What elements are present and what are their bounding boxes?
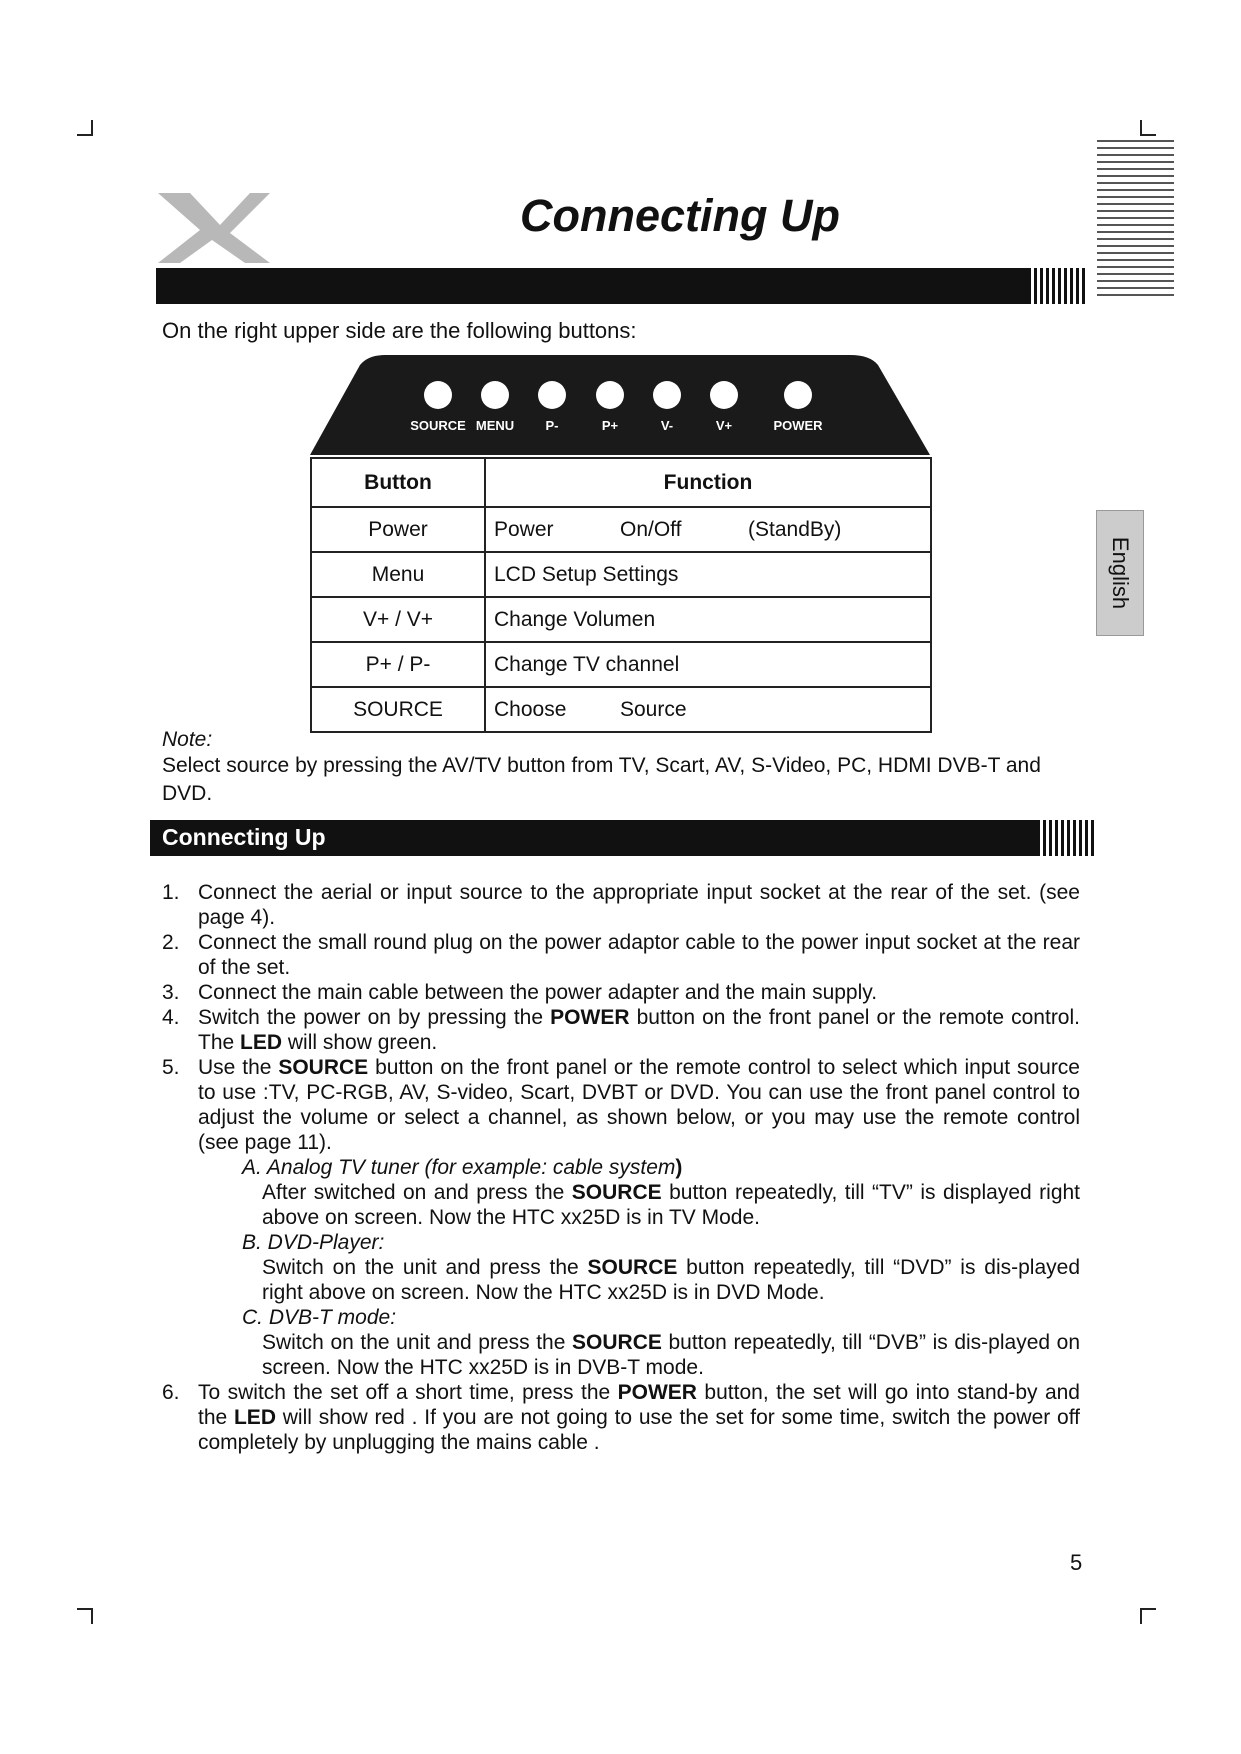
page-title: Connecting Up <box>520 190 840 241</box>
crop-mark-bottom-right <box>1140 1608 1156 1624</box>
crop-mark-top-left <box>77 120 93 136</box>
table-row <box>311 597 931 642</box>
table-row <box>311 507 931 552</box>
table-header-button: Button <box>311 458 485 507</box>
intro-text: On the right upper side are the following buttons: <box>162 318 637 343</box>
list-item: 3. Connect the main cable between the power adapter and the main supply. <box>162 981 878 1004</box>
language-tab <box>1096 510 1144 636</box>
table-cell-function: Change TV channel <box>485 642 931 687</box>
table-cell-button: SOURCE <box>311 687 485 732</box>
note-text: Select source by pressing the AV/TV button from TV, Scart, AV, S-Video, PC, HDMI DVB-T and DVD. <box>162 754 1041 805</box>
table-cell-function: Choose Source <box>485 687 931 732</box>
section-bar <box>150 820 1085 856</box>
p-minus-dot-icon <box>538 381 566 409</box>
table-cell-button: V+ / V+ <box>311 597 485 642</box>
panel-label-v-minus: V- <box>660 418 674 433</box>
v-minus-dot-icon <box>653 381 681 409</box>
panel-label-v-plus: V+ <box>715 418 733 433</box>
table-cell-function: Change Volumen <box>485 597 931 642</box>
crop-mark-bottom-left <box>77 1608 93 1624</box>
panel-label-power: POWER <box>773 418 823 433</box>
header-bar <box>156 268 1076 304</box>
button-panel-illustration <box>310 355 930 457</box>
list-item: 6. To switch the set off a short time, press the POWER button, the set will go into stand-by and the LED will show red . If you are not going to use the set for some time, switch the power off completely by unplugging the mains cable . <box>162 1381 1081 1454</box>
note-label: Note: <box>162 728 213 751</box>
steps-list <box>162 880 1080 1455</box>
table-cell-button: P+ / P- <box>311 642 485 687</box>
language-tab-label: English <box>1108 536 1133 610</box>
table-row <box>311 642 931 687</box>
table-header-row <box>311 458 931 507</box>
page-number: 5 <box>1070 1550 1083 1575</box>
table-row <box>311 687 931 732</box>
list-item: 1. Connect the aerial or input source to the appropriate input socket at the rear of the set. (see page 4). <box>162 881 1080 929</box>
button-function-table <box>310 457 932 733</box>
sub-item-analog-tv: A. Analog TV tuner (for example: cable system) After switched on and press the SOURCE button repeatedly, till “TV” is displayed right above on screen. Now the HTC xx25D is in TV Mode. <box>242 1156 1081 1229</box>
table-cell-button: Power <box>311 507 485 552</box>
x-brand-logo-icon <box>150 185 280 265</box>
table-header-function: Function <box>485 458 931 507</box>
menu-dot-icon <box>481 381 509 409</box>
table-cell-button: Menu <box>311 552 485 597</box>
p-plus-dot-icon <box>596 381 624 409</box>
power-dot-icon <box>784 381 812 409</box>
list-item: 5. Use the SOURCE button on the front panel or the remote control to select which input source to use :TV, PC-RGB, AV, S-video, Scart, DVBT or DVD. You can use the front panel control to adjust the volume or select a channel, as shown below, or you may use the remote control (see page 11). <box>162 1056 1080 1154</box>
source-dot-icon <box>424 381 452 409</box>
panel-label-source: SOURCE <box>410 418 466 433</box>
list-item: 4. Switch the power on by pressing the POWER button on the front panel or the remote control. The LED will show green. <box>162 1006 1080 1054</box>
panel-label-p-plus: P+ <box>601 418 619 433</box>
sub-item-dvd-player: B. DVD-Player: Switch on the unit and press the SOURCE button repeatedly, till “DVD” is dis-played right above on screen. Now the HTC xx25D is in DVD Mode. <box>242 1231 1081 1304</box>
v-plus-dot-icon <box>710 381 738 409</box>
panel-label-p-minus: P- <box>545 418 559 433</box>
sub-item-dvbt-mode: C. DVB-T mode: Switch on the unit and press the SOURCE button repeatedly, till “DVB” is dis-played on screen. Now the HTC xx25D is in DVB-T mode. <box>242 1306 1081 1379</box>
table-cell-function: Power On/Off (StandBy) <box>485 507 931 552</box>
table-cell-function: LCD Setup Settings <box>485 552 931 597</box>
section-title: Connecting Up <box>162 824 326 850</box>
panel-label-menu: MENU <box>475 418 515 433</box>
list-item: 2. Connect the small round plug on the power adaptor cable to the power input socket at the rear of the set. <box>162 931 1080 979</box>
decorative-stripes <box>1097 140 1174 296</box>
table-row <box>311 552 931 597</box>
crop-mark-top-right <box>1140 120 1156 136</box>
